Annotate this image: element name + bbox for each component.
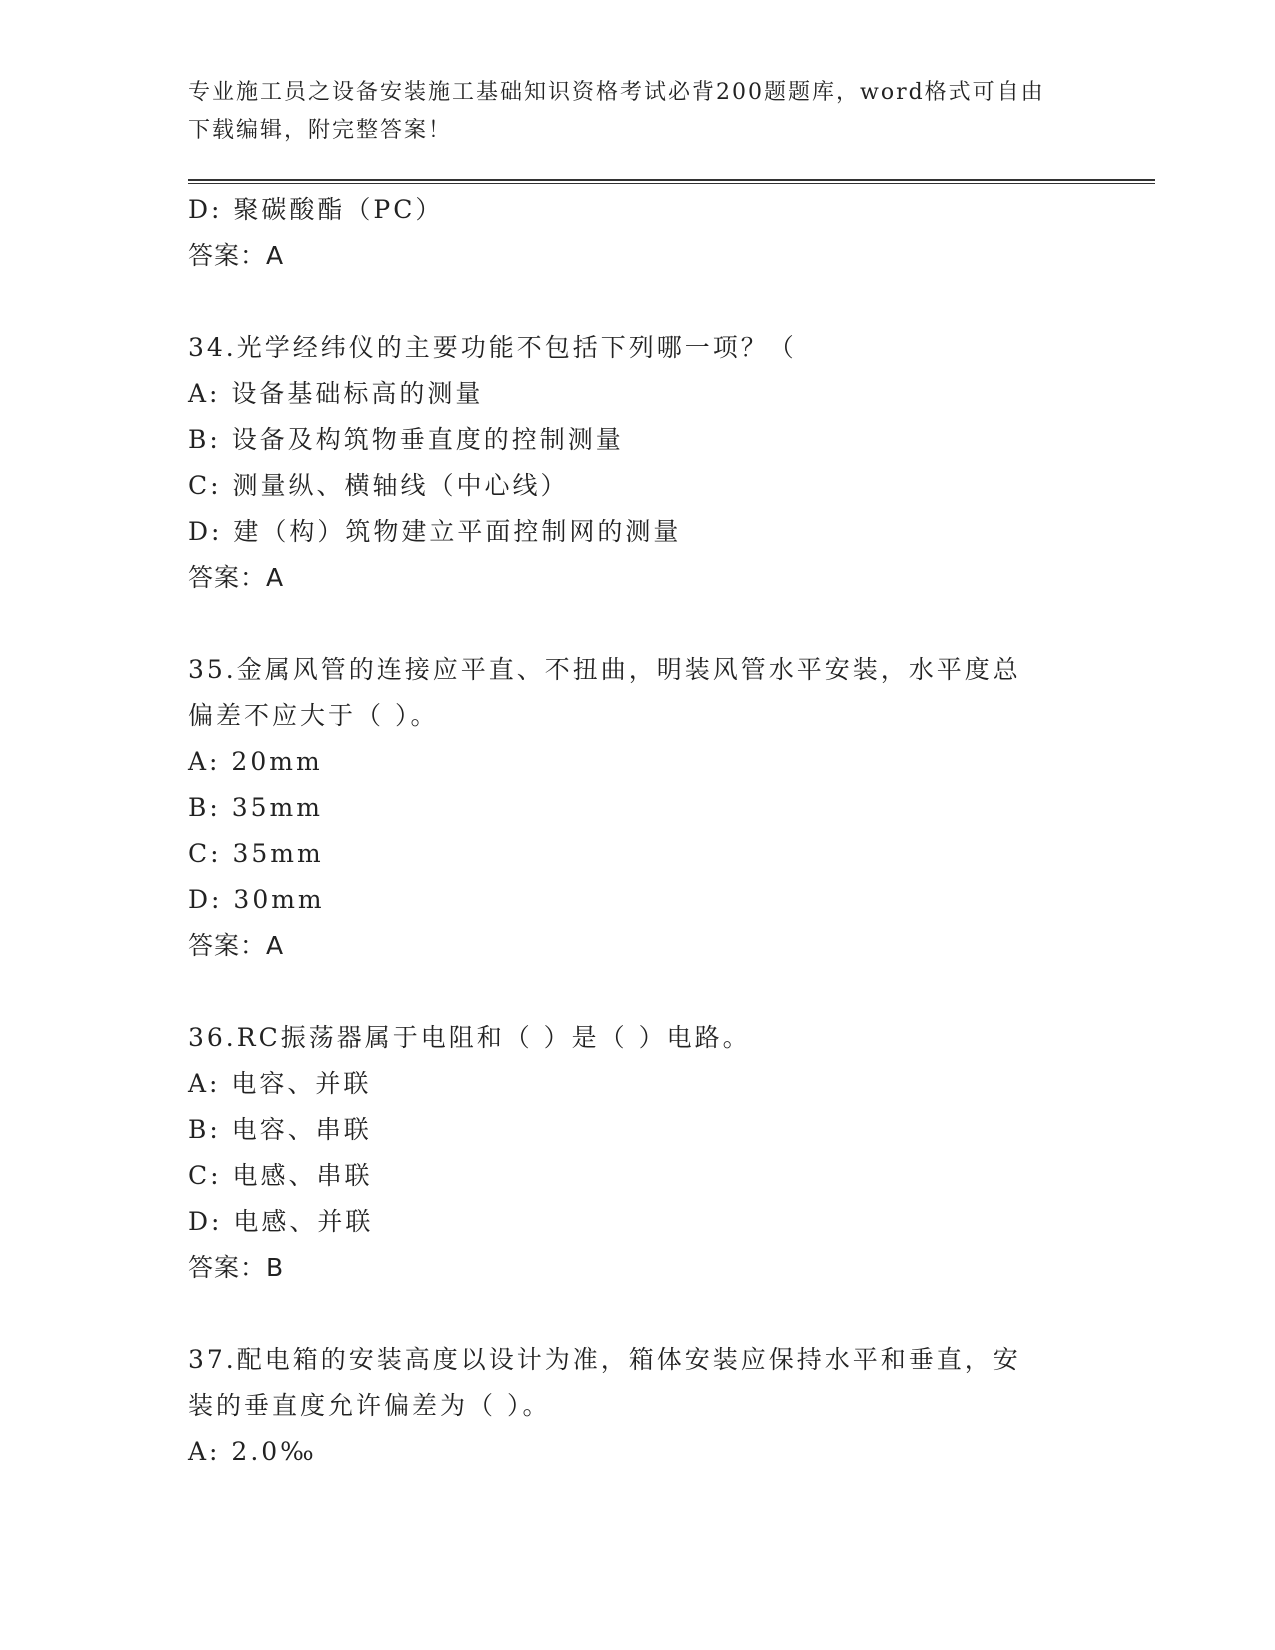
- question-answer: 答案：B: [188, 1253, 285, 1282]
- question-answer: 答案：A: [188, 931, 285, 960]
- option-b: B: 设备及构筑物垂直度的控制测量: [188, 425, 624, 454]
- option-c: C: 测量纵、横轴线（中心线）: [188, 471, 569, 500]
- option-a: A: 设备基础标高的测量: [188, 379, 484, 408]
- spacer: [188, 1291, 1088, 1337]
- question-stem: 36.RC振荡器属于电阻和（ ）是（ ）电路。: [188, 1023, 751, 1052]
- question-stem: 35.金属风管的连接应平直、不扭曲，明装风管水平安装，水平度总偏差不应大于（ ）。: [188, 655, 1021, 730]
- header-divider: [188, 179, 1155, 181]
- question-34: [188, 325, 1088, 601]
- option-c: C: 35mm: [188, 839, 324, 868]
- header-divider-thin: [188, 183, 1155, 184]
- option-d: D: 电感、并联: [188, 1207, 374, 1236]
- spacer: [188, 601, 1088, 647]
- question-answer: 答案：A: [188, 563, 285, 592]
- prev-answer: 答案：A: [188, 241, 285, 270]
- document-header: 专业施工员之设备安装施工基础知识资格考试必背200题题库，word格式可自由下载编辑，附完整答案！: [188, 80, 1045, 143]
- option-c: C: 电感、串联: [188, 1161, 373, 1190]
- spacer: [188, 969, 1088, 1015]
- option-d: D: 建（构）筑物建立平面控制网的测量: [188, 517, 682, 546]
- question-content: [188, 187, 1088, 1475]
- question-35: [188, 647, 1088, 969]
- option-b: B: 电容、串联: [188, 1115, 372, 1144]
- question-stem: 37.配电箱的安装高度以设计为准，箱体安装应保持水平和垂直，安装的垂直度允许偏差为（ ）。: [188, 1345, 1021, 1420]
- question-stem: 34.光学经纬仪的主要功能不包括下列哪一项？（: [188, 333, 797, 362]
- option-d: D: 30mm: [188, 885, 325, 914]
- question-36: [188, 1015, 1088, 1291]
- question-37: [188, 1337, 1088, 1475]
- option-a: A: 电容、并联: [188, 1069, 372, 1098]
- spacer: [188, 279, 1088, 325]
- option-b: B: 35mm: [188, 793, 323, 822]
- option-a: A: 20mm: [188, 747, 323, 776]
- option-a: A: 2.0‰: [188, 1437, 317, 1466]
- prev-option-d: D: 聚碳酸酯（PC）: [188, 195, 444, 224]
